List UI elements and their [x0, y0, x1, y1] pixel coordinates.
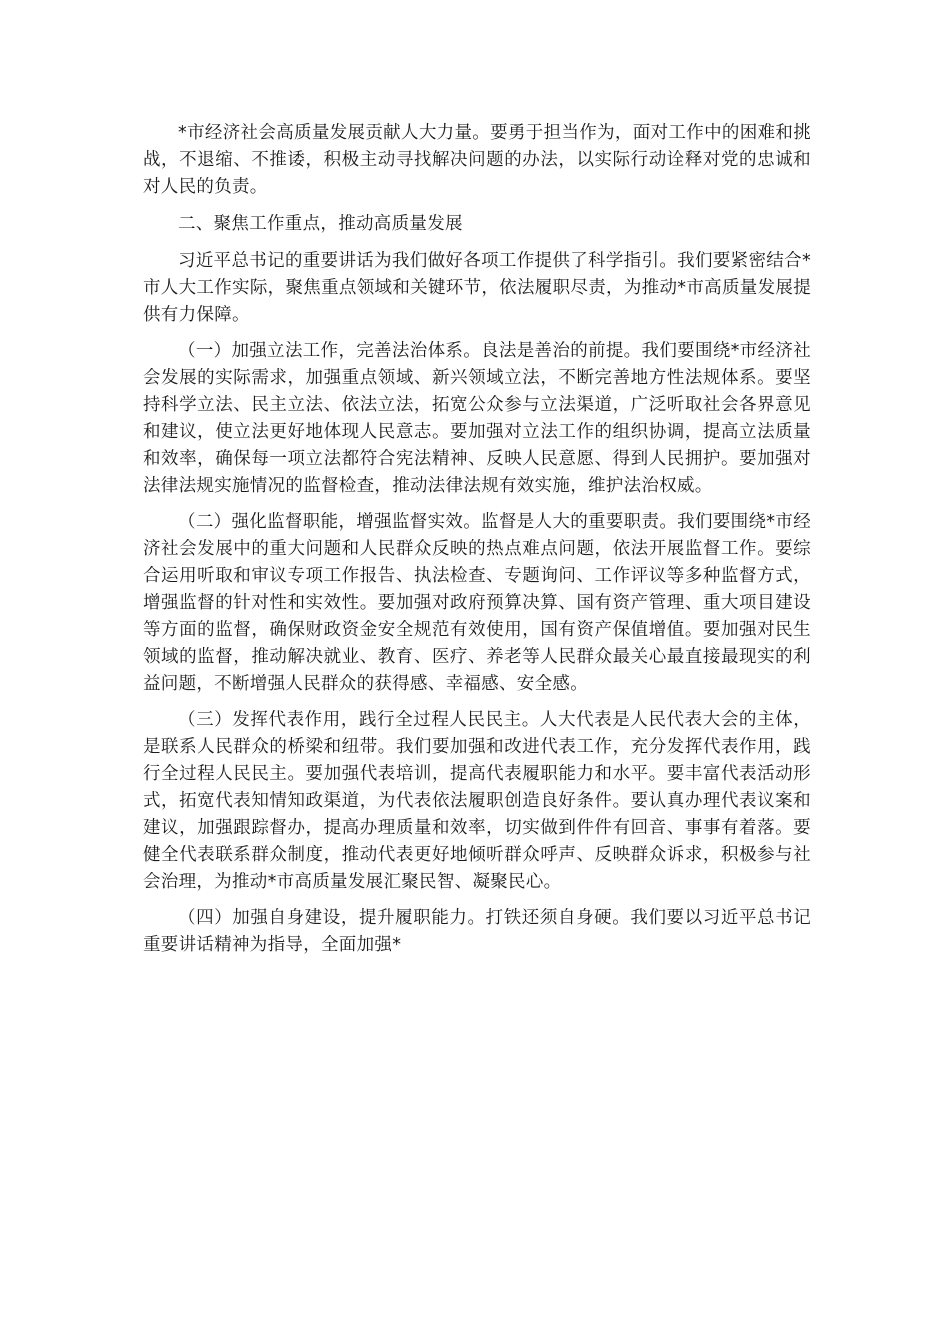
document-body — [143, 120, 811, 968]
paragraph-item-one-legislation: （一）加强立法工作，完善法治体系。良法是善治的前提。我们要围绕*市经济社会发展的实际需求，加强重点领域、新兴领域立法，不断完善地方性法规体系。要坚持科学立法、民主立法、依法立法，拓宽公众参与立法渠道，广泛听取社会各界意见和建议，使立法更好地体现人民意志。要加强对立法工作的组织协调，提高立法质量和效率，确保每一项立法都符合宪法精神、反映人民意愿、得到人民拥护。要加强对法律法规实施情况的监督检查，推动法律法规有效实施，维护法治权威。 — [143, 341, 811, 496]
paragraph-item-three-deputies: （三）发挥代表作用，践行全过程人民民主。人大代表是人民代表大会的主体，是联系人民群众的桥梁和纽带。我们要加强和改进代表工作，充分发挥代表作用，践行全过程人民民主。要加强代表培训，提高代表履职能力和水平。要丰富代表活动形式，拓宽代表知情知政渠道，为代表依法履职创造良好条件。要认真办理代表议案和建议，加强跟踪督办，提高办理质量和效率，切实做到件件有回音、事事有着落。要健全代表联系群众制度，推动代表更好地倾听群众呼声、反映群众诉求，积极参与社会治理，为推动*市高质量发展汇聚民智、凝聚民心。 — [143, 710, 811, 892]
paragraph-item-two-supervision: （二）强化监督职能，增强监督实效。监督是人大的重要职责。我们要围绕*市经济社会发展中的重大问题和人民群众反映的热点难点问题，依法开展监督工作。要综合运用听取和审议专项工作报告、执法检查、专题询问、工作评议等多种监督方式，增强监督的针对性和实效性。要加强对政府预算决算、国有资产管理、重大项目建设等方面的监督，确保财政资金安全规范有效使用，国有资产保值增值。要加强对民生领域的监督，推动解决就业、教育、医疗、养老等人民群众最关心最直接最现实的利益问题，不断增强人民群众的获得感、幸福感、安全感。 — [143, 512, 811, 694]
paragraph-intro-continuation: *市经济社会高质量发展贡献人大力量。要勇于担当作为，面对工作中的困难和挑战，不退缩、不推诿，积极主动寻找解决问题的办法，以实际行动诠释对党的忠诚和对人民的负责。 — [143, 123, 811, 197]
paragraph-item-four-self-building: （四）加强自身建设，提升履职能力。打铁还须自身硬。我们要以习近平总书记重要讲话精神为指导，全面加强* — [143, 908, 811, 955]
section-heading-two: 二、聚焦工作重点，推动高质量发展 — [178, 214, 463, 234]
paragraph-section-two-intro: 习近平总书记的重要讲话为我们做好各项工作提供了科学指引。我们要紧密结合*市人大工作实际，聚焦重点领域和关键环节，依法履职尽责，为推动*市高质量发展提供有力保障。 — [143, 251, 811, 325]
